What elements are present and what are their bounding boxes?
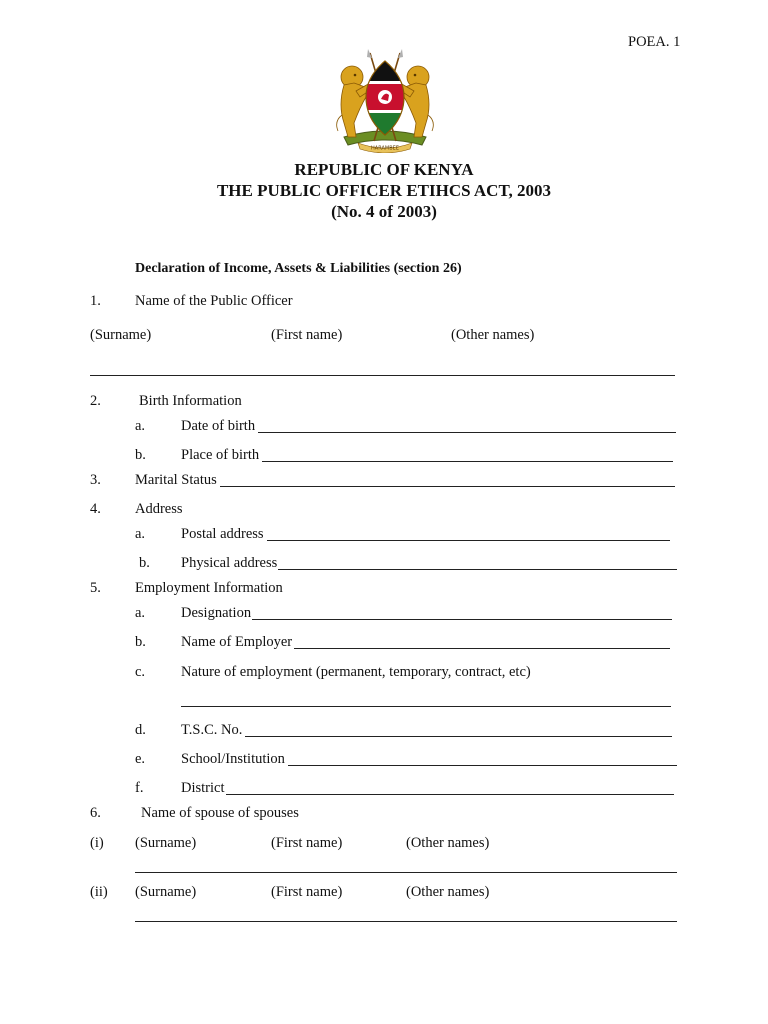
spouse-row-number: (i) xyxy=(90,835,104,851)
postal-address-field[interactable] xyxy=(267,540,670,541)
item-4a-letter: a. xyxy=(135,526,146,542)
form-subtitle: Declaration of Income, Assets & Liabilities (section 26) xyxy=(135,261,462,276)
spouse-1-name-field[interactable] xyxy=(135,872,677,873)
coat-of-arms-emblem xyxy=(330,45,440,153)
spouse-other-names-label: (Other names) xyxy=(406,884,490,900)
section-1-number: 1. xyxy=(90,293,101,309)
postal-address-label: Postal address xyxy=(181,526,264,542)
section-2-number: 2. xyxy=(90,393,101,409)
employment-nature-field[interactable] xyxy=(181,706,671,707)
employer-name-label: Name of Employer xyxy=(181,634,293,650)
date-of-birth-field[interactable] xyxy=(258,432,676,433)
section-5-number: 5. xyxy=(90,580,101,596)
school-institution-field[interactable] xyxy=(288,765,677,766)
item-2b-letter: b. xyxy=(135,447,146,463)
section-4-label: Address xyxy=(135,501,183,517)
spouse-surname-label: (Surname) xyxy=(135,884,197,900)
tsc-number-field[interactable] xyxy=(245,736,672,737)
section-6-number: 6. xyxy=(90,805,101,821)
section-4-number: 4. xyxy=(90,501,101,517)
employer-name-field[interactable] xyxy=(294,648,670,649)
form-code: POEA. 1 xyxy=(628,34,681,50)
marital-status-field[interactable] xyxy=(220,486,675,487)
section-3-number: 3. xyxy=(90,472,101,488)
school-institution-label: School/Institution xyxy=(181,751,285,767)
item-5d-letter: d. xyxy=(135,722,146,738)
spouse-surname-label: (Surname) xyxy=(135,835,197,851)
district-label: District xyxy=(181,780,225,796)
header-act-number: (No. 4 of 2003) xyxy=(331,202,437,221)
item-5b-letter: b. xyxy=(135,634,146,650)
spouse-first-name-label: (First name) xyxy=(271,884,343,900)
section-1-label: Name of the Public Officer xyxy=(135,293,293,309)
crest-motto: HARAMBEE xyxy=(371,145,399,152)
header-act: THE PUBLIC OFFICER ETIHCS ACT, 2003 xyxy=(216,181,552,200)
place-of-birth-field[interactable] xyxy=(262,461,673,462)
officer-surname-label: (Surname) xyxy=(90,327,152,343)
spouse-2-name-field[interactable] xyxy=(135,921,677,922)
item-5e-letter: e. xyxy=(135,751,146,767)
physical-address-field[interactable] xyxy=(278,569,677,570)
spouse-row-number: (ii) xyxy=(90,884,108,900)
section-6-label: Name of spouse of spouses xyxy=(141,805,299,821)
physical-address-label: Physical address xyxy=(181,555,278,571)
officer-other-names-label: (Other names) xyxy=(451,327,535,343)
header-country: REPUBLIC OF KENYA xyxy=(294,160,474,179)
item-5f-letter: f. xyxy=(135,780,144,796)
tsc-number-label: T.S.C. No. xyxy=(181,722,243,738)
spouse-first-name-label: (First name) xyxy=(271,835,343,851)
place-of-birth-label: Place of birth xyxy=(181,447,260,463)
marital-status-label: Marital Status xyxy=(135,472,217,488)
designation-field[interactable] xyxy=(252,619,672,620)
section-5-label: Employment Information xyxy=(135,580,283,596)
spouse-other-names-label: (Other names) xyxy=(406,835,490,851)
district-field[interactable] xyxy=(226,794,674,795)
officer-name-field[interactable] xyxy=(90,375,675,376)
item-5a-letter: a. xyxy=(135,605,146,621)
item-5c-letter: c. xyxy=(135,664,146,680)
date-of-birth-label: Date of birth xyxy=(181,418,256,434)
employment-nature-label: Nature of employment (permanent, temporary, contract, etc) xyxy=(181,664,531,680)
officer-first-name-label: (First name) xyxy=(271,327,343,343)
item-4b-letter: b. xyxy=(139,555,150,571)
designation-label: Designation xyxy=(181,605,252,621)
item-2a-letter: a. xyxy=(135,418,146,434)
section-2-label: Birth Information xyxy=(139,393,242,409)
